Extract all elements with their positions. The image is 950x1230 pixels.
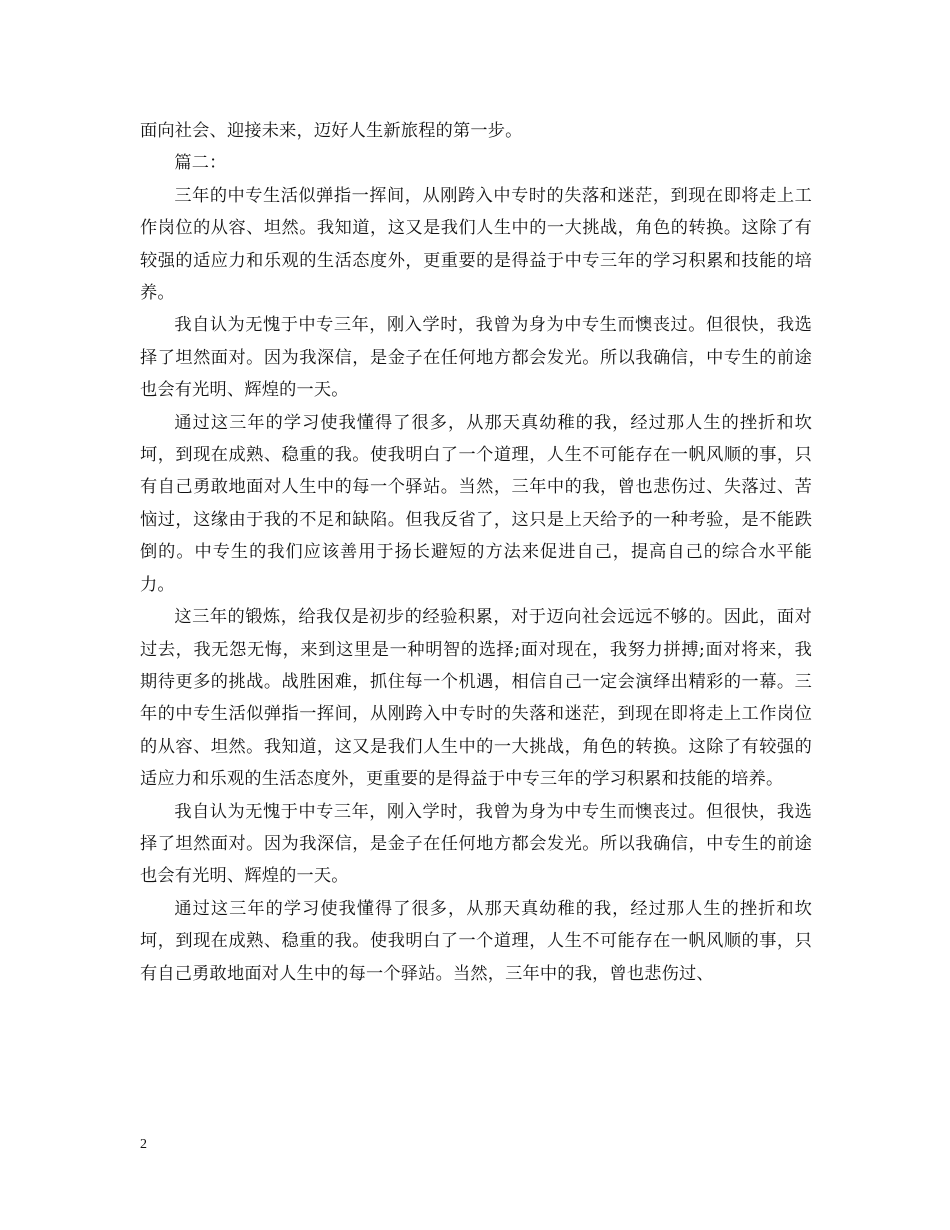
paragraph-4: 我自认为无愧于中专三年，刚入学时，我曾为身为中专生而懊丧过。但很快，我选择了坦然面对。因为我深信，是金子在任何地方都会发光。所以我确信，中专生的前途也会有光明、辉煌的一天。 <box>140 315 812 401</box>
paragraph-3: 三年的中专生活似弹指一挥间，从刚跨入中专时的失落和迷茫，到现在即将走上工作岗位的从容、坦然。我知道，这又是我们人生中的一大挑战，角色的转换。这除了有较强的适应力和乐观的生活态度外，更重要的是得益于中专三年的学习积累和技能的培养。 <box>140 185 812 304</box>
document-body <box>140 115 812 990</box>
paragraph-6: 这三年的锻炼，给我仅是初步的经验积累，对于迈向社会远远不够的。因此，面对过去，我无怨无悔，来到这里是一种明智的选择;面对现在，我努力拼搏;面对将来，我期待更多的挑战。战胜困难，抓住每一个机遇，相信自己一定会演绎出精彩的一幕。三年的中专生活似弹指一挥间，从刚跨入中专时的失落和迷茫，到现在即将走上工作岗位的从容、坦然。我知道，这又是我们人生中的一大挑战，角色的转换。这除了有较强的适应力和乐观的生活态度外，更重要的是得益于中专三年的学习积累和技能的培养。 <box>140 607 812 790</box>
paragraph-1: 面向社会、迎接未来，迈好人生新旅程的第一步。 <box>140 121 523 141</box>
paragraph-8: 通过这三年的学习使我懂得了很多，从那天真幼稚的我，经过那人生的挫折和坎坷，到现在成熟、稳重的我。使我明白了一个道理，人生不可能存在一帆风顺的事，只有自己勇敢地面对人生中的每一个驿站。当然，三年中的我，曾也悲伤过、 <box>140 898 812 984</box>
paragraph-heading-part-two: 篇二： <box>174 153 227 174</box>
paragraph-7: 我自认为无愧于中专三年，刚入学时，我曾为身为中专生而懊丧过。但很快，我选择了坦然面对。因为我深信，是金子在任何地方都会发光。所以我确信，中专生的前途也会有光明、辉煌的一天。 <box>140 801 812 887</box>
paragraph-5: 通过这三年的学习使我懂得了很多，从那天真幼稚的我，经过那人生的挫折和坎坷，到现在成熟、稳重的我。使我明白了一个道理，人生不可能存在一帆风顺的事，只有自己勇敢地面对人生中的每一个驿站。当然，三年中的我，曾也悲伤过、失落过、苦恼过，这缘由于我的不足和缺陷。但我反省了，这只是上天给予的一种考验，是不能跌倒的。中专生的我们应该善用于扬长避短的方法来促进自己，提高自己的综合水平能力。 <box>140 412 812 595</box>
page-number: 2 <box>140 1137 147 1152</box>
